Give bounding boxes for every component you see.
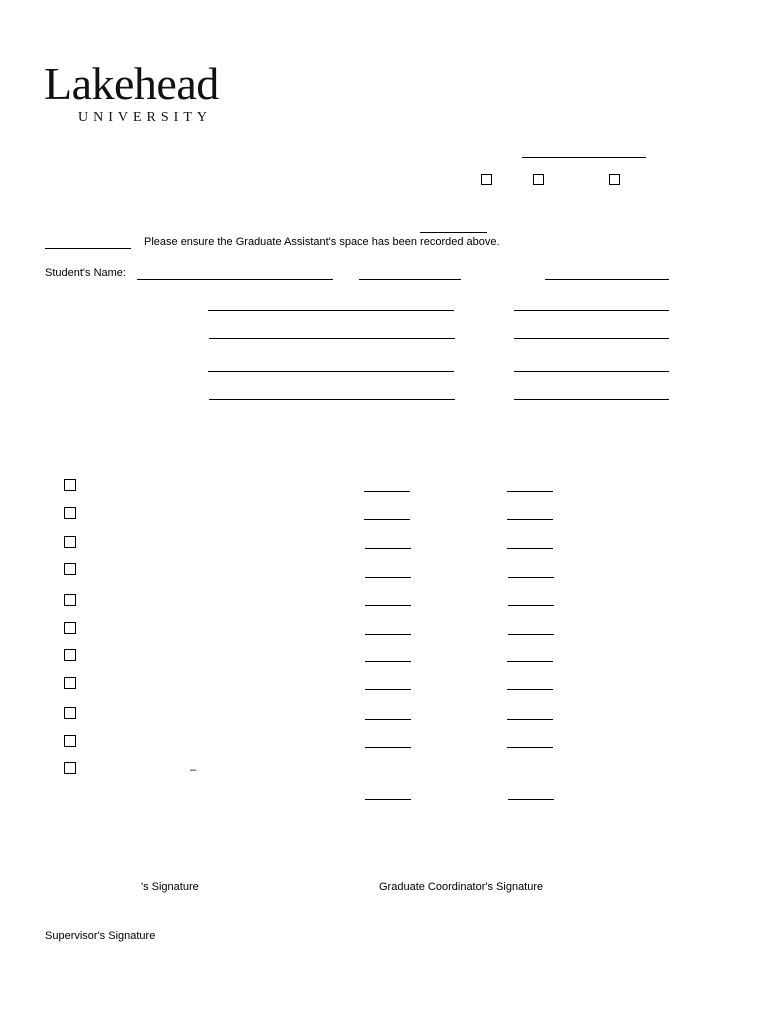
student-signature-label: 's Signature (141, 881, 199, 893)
checklist-date-2-a[interactable] (364, 519, 410, 520)
checklist-checkbox-6[interactable] (64, 622, 76, 634)
checkbox-option-3[interactable] (609, 174, 620, 185)
checklist-checkbox-3[interactable] (64, 536, 76, 548)
checklist-date-10-b[interactable] (507, 747, 553, 748)
checklist-checkbox-11[interactable] (64, 762, 76, 774)
info-field-3-left[interactable] (208, 371, 454, 372)
checklist-date-4-a[interactable] (365, 577, 411, 578)
checklist-checkbox-10[interactable] (64, 735, 76, 747)
checklist-dash: – (190, 764, 197, 776)
info-field-1-left[interactable] (208, 310, 454, 311)
checklist-date-7-b[interactable] (507, 661, 553, 662)
checklist-date-1-a[interactable] (364, 491, 410, 492)
checklist-date-2-b[interactable] (507, 519, 553, 520)
checklist-date-6-b[interactable] (508, 634, 554, 635)
checklist-checkbox-8[interactable] (64, 677, 76, 689)
info-field-2-left[interactable] (209, 338, 455, 339)
checklist-date-4-b[interactable] (508, 577, 554, 578)
checkbox-option-1[interactable] (481, 174, 492, 185)
info-field-1-right[interactable] (514, 310, 669, 311)
checklist-date-3-b[interactable] (507, 548, 553, 549)
checklist-date-3-a[interactable] (365, 548, 411, 549)
checklist-date-8-b[interactable] (507, 689, 553, 690)
supervisor-signature-label: Supervisor's Signature (45, 930, 156, 942)
checklist-date-5-a[interactable] (365, 605, 411, 606)
student-number-field[interactable] (359, 279, 461, 280)
checklist-date-11-a[interactable] (365, 799, 411, 800)
university-logo-subtitle: UNIVERSITY (78, 110, 212, 125)
student-name-label: Student's Name: (45, 267, 126, 279)
checklist-date-10-a[interactable] (365, 747, 411, 748)
checklist-checkbox-2[interactable] (64, 507, 76, 519)
checklist-checkbox-7[interactable] (64, 649, 76, 661)
program-field[interactable] (545, 279, 669, 280)
info-field-4-left[interactable] (209, 399, 455, 400)
checklist-checkbox-1[interactable] (64, 479, 76, 491)
checklist-date-5-b[interactable] (508, 605, 554, 606)
student-name-field[interactable] (137, 279, 333, 280)
info-field-3-right[interactable] (514, 371, 669, 372)
checklist-checkbox-4[interactable] (64, 563, 76, 575)
info-field-4-right[interactable] (514, 399, 669, 400)
checkbox-option-2[interactable] (533, 174, 544, 185)
checklist-checkbox-5[interactable] (64, 594, 76, 606)
checklist-date-6-a[interactable] (365, 634, 411, 635)
checklist-date-1-b[interactable] (507, 491, 553, 492)
graduate-coordinator-signature-label: Graduate Coordinator's Signature (379, 881, 544, 893)
info-field-2-right[interactable] (514, 338, 669, 339)
ga-space-notice: Please ensure the Graduate Assistant's space has been recorded above. (144, 236, 500, 248)
space-blank[interactable] (420, 232, 487, 233)
checklist-date-11-b[interactable] (508, 799, 554, 800)
ga-space-blank[interactable] (45, 248, 131, 249)
checklist-date-7-a[interactable] (365, 661, 411, 662)
university-logo-wordmark: Lakehead (44, 58, 219, 109)
checklist-date-9-a[interactable] (365, 719, 411, 720)
date-blank[interactable] (522, 157, 646, 158)
checklist-checkbox-9[interactable] (64, 707, 76, 719)
checklist-date-9-b[interactable] (507, 719, 553, 720)
checklist-date-8-a[interactable] (365, 689, 411, 690)
